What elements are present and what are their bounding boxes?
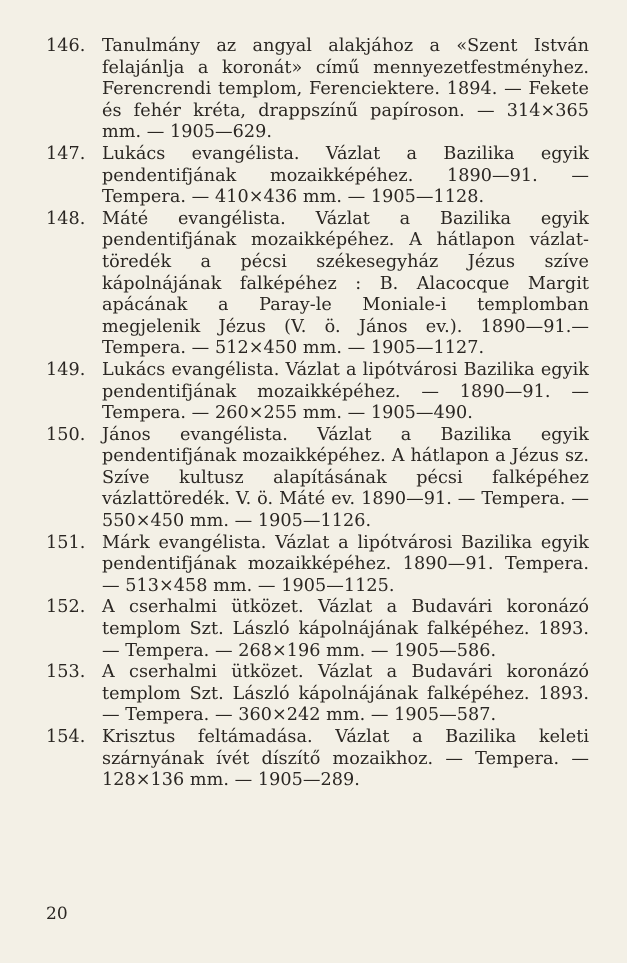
entry-text: Lukács evangélista. Vázlat a Bazilika egyik pendentifjának mozaikképéhez. 1890—91. — Tempera. — 410×436 mm. — 1905—1128.	[102, 143, 589, 208]
entry-text: Máté evangélista. Vázlat a Bazilika egyik pendentifjának mozaikképéhez. A hátlapon vázlat-töredék a pécsi székesegyház Jézus szíve kápolnájának falképéhez : B. Alacocque Margit apácának a Paray-le Moniale-i templomban megjelenik Jézus (V. ö. János ev.). 1890—91.— Tempera. — 512×450 mm. — 1905—1127.	[102, 208, 589, 359]
catalog-entry-150	[46, 425, 589, 533]
entry-number: 151.	[46, 532, 86, 553]
catalog-entry-149	[46, 360, 589, 425]
entry-text: Márk evangélista. Vázlat a lipótvárosi Bazilika egyik pendentifjának mozaikképéhez. 1890—91. Tempera. — 513×458 mm. — 1905—1125.	[102, 532, 589, 596]
entry-number: 147.	[46, 143, 86, 164]
entry-text: Lukács evangélista. Vázlat a lipótvárosi Bazilika egyik pendentifjának mozaikképéhez. — 1890—91. — Tempera. — 260×255 mm. — 1905—490.	[102, 359, 589, 424]
entry-text: Krisztus feltámadása. Vázlat a Bazilika keleti szárnyának ívét díszítő mozaikhoz. — Tempera. — 128×136 mm. — 1905—289.	[102, 727, 589, 791]
catalog-entry-147	[46, 144, 589, 209]
catalog-entry-153	[46, 662, 589, 727]
entry-number: 153.	[46, 662, 86, 683]
entry-number: 149.	[46, 359, 86, 380]
catalog-entry-152	[46, 597, 589, 662]
entry-number: 148.	[46, 208, 86, 229]
entry-text: A cserhalmi ütközet. Vázlat a Budavári koronázó templom Szt. László kápolnájának falképéhez. 1893. — Tempera. — 268×196 mm. — 1905—586.	[102, 597, 589, 661]
catalog-entry-148	[46, 209, 589, 360]
page-number: 20	[46, 904, 68, 924]
entry-number: 152.	[46, 597, 86, 618]
entry-number: 154.	[46, 727, 86, 747]
catalog-entry-154	[46, 727, 589, 792]
entry-text: János evangélista. Vázlat a Bazilika egyik pendentifjának mozaikképéhez. A hátlapon a Jézus sz. Szíve kultusz alapításának pécsi falképéhez vázlattöredék. V. ö. Máté ev. 1890—91. — Tempera. — 550×450 mm. — 1905—1126.	[102, 424, 589, 532]
entry-number: 150.	[46, 424, 86, 445]
catalog-entry-146	[46, 36, 589, 144]
entry-number: 146.	[46, 36, 86, 56]
entry-text: A cserhalmi ütközet. Vázlat a Budavári koronázó templom Szt. László kápolnájának falképéhez. 1893. — Tempera. — 360×242 mm. — 1905—587.	[102, 662, 589, 726]
entry-text: Tanulmány az angyal alakjához a «Szent István felajánlja a koronát» című mennyezetfestményhez. Ferencrendi templom, Ferenciektere. 1894. — Fekete és fehér kréta, drappszínű papíroson. — 314×365 mm. — 1905—629.	[102, 36, 589, 143]
catalog-entry-151	[46, 533, 589, 598]
